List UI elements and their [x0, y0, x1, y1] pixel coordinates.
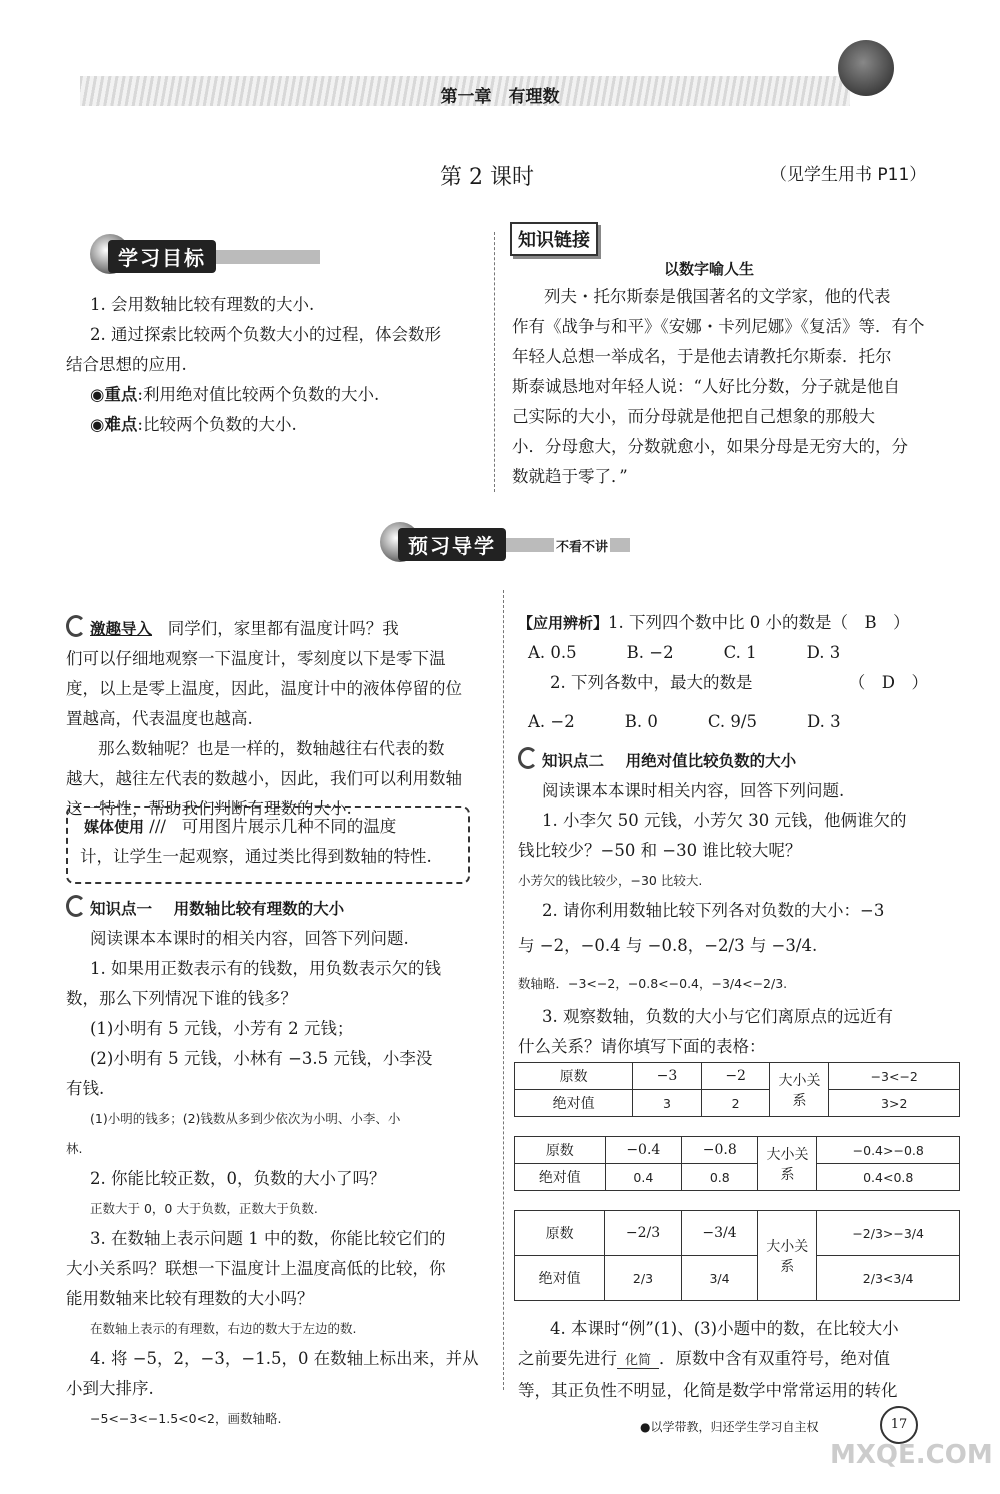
moon-icon: [66, 895, 86, 917]
kp1-section: 知识点一 用数轴比较有理数的大小 阅读课本本课时的相关内容，回答下列问题. 1. 如果用正数表示有的钱数，用负数表示欠的钱 数，那么下列情况下谁的钱多？ (1)小明有 5 元钱，小芳有 2 元钱； (2)小明有 5 元钱，小林有 −3.5 元钱，小李没 有钱. (1)小明的钱多；(2)钱数从多到少依次为小明、小李、小 林. 2. 你能比较正数，0，负数的大小了吗？ 正数大于 0，0 大于负数，正数大于负数. 3. 在数轴上表示问题 1 中的数，你能比较它们的 大小关系吗？联想一下温度计上温度高低的比较，你 能用数轴来比较有理数的大小吗？ 在数轴上表示的有理数，右边的数大于左边的数. 4. 将 −5，2，−3，−1.5，0 在数轴上标出来，并从 小到大排序. −5<−3<−1.5<0<2，画数轴略.: [66, 894, 486, 1434]
book-reference: （见学生用书 P11）: [770, 165, 927, 185]
link-body: 列夫・托尔斯泰是俄国著名的文学家，他的代表 作有《战争与和平》《安娜・卡列尼娜》《复活》等．有个 年轻人总想一举成名，于是他去请教托尔斯泰．托尔 斯泰诚恳地对年轻人说：“人好比分数，分子就是他自 己实际的大小，而分母就是他把自己想象的那般大 小．分母愈大，分数就愈小，如果分母是无穷大的，分 数就趋于零了．”: [512, 287, 925, 486]
compare-table-2: 原数 −0.4 −0.8 大小关系 −0.4>−0.8 绝对值 0.4 0.8 0.4<0.8: [514, 1136, 960, 1191]
footer-slogan: ●以学带教，归还学生学习自主权: [640, 1420, 819, 1434]
watermark: MXQE.COM: [830, 1440, 993, 1470]
goals-banner: 学习目标: [50, 226, 290, 276]
knowledge-link-label: 知识链接: [510, 222, 598, 256]
goals-list: 1. 会用数轴比较有理数的大小. 2. 通过探索比较两个负数大小的过程，体会数形 结合思想的应用. ◉重点:利用绝对值比较两个负数的大小. ◉难点:比较两个负数的大小.: [66, 295, 441, 434]
q4-section: 4. 本课时“例”(1)、(3)小题中的数，在比较大小 之前要先进行 化简 ．原数中含有双重符号，绝对值 等，其正负性不明显，化简是数学中常常运用的转化: [518, 1319, 899, 1400]
moon-icon: [518, 747, 538, 769]
link-title: 以数字喻人生: [664, 260, 755, 278]
page-number: 17: [880, 1406, 918, 1444]
media-text: 媒体使用 /// 可用图片展示几种不同的温度 计，让学生一起观察，通过类比得到数轴的特性.: [80, 817, 432, 866]
mascot-icon: [838, 40, 894, 96]
moon-icon: [66, 615, 86, 637]
preview-banner: 预习导学 不看不讲: [340, 514, 640, 564]
apply-section: 【应用辨析】1. 下列四个数中比 0 小的数是（ B ） A. 0.5 B. −2 C. 1 D. 3 2. 下列各数中，最大的数是 （ D ） A. −2 B. 0 C. 9/5 D. 3 知识点二 用绝对值比较负数的大小 阅读课本本课时相关内容，回答下列问题. 1. 小李欠 50 元钱，小芳欠 30 元钱，他俩谁欠的 钱比较少？−50 和 −30 谁比较大呢？ 小芳欠的钱比较少，−30 比较大. 2. 请你利用数轴比较下列各对负数的大小：−3 与 −2，−0.4 与 −0.8，−2/3 与 −3/4. 数轴略．−3<−2，−0.8<−0.4，−3/4<−2/3. 3. 观察数轴，负数的大小与它们离原点的远近有 什么关系？请你填写下面的表格：: [518, 613, 928, 1056]
compare-table-3: 原数 −2/3 −3/4 大小关系 −2/3>−3/4 绝对值 2/3 3/4 2/3<3/4: [514, 1210, 960, 1301]
intro-section: 激趣导入 同学们，家里都有温度计吗？我 们可以仔细地观察一下温度计，零刻度以下是零下温 度，以上是零上温度，因此，温度计中的液体停留的位 置越高，代表温度也越高. 那么数轴呢？也是一样的，数轴越往右代表的数 越大，越往左代表的数越小，因此，我们可以利用数轴 这一特性，帮助我们判断有理数的大小.: [66, 614, 476, 824]
chapter-title: 第一章 有理数: [440, 87, 560, 107]
lesson-title: 第 2 课时: [440, 165, 534, 190]
compare-table-1: 原数 −3 −2 大小关系 −3<−2 绝对值 3 2 3>2: [514, 1062, 960, 1117]
